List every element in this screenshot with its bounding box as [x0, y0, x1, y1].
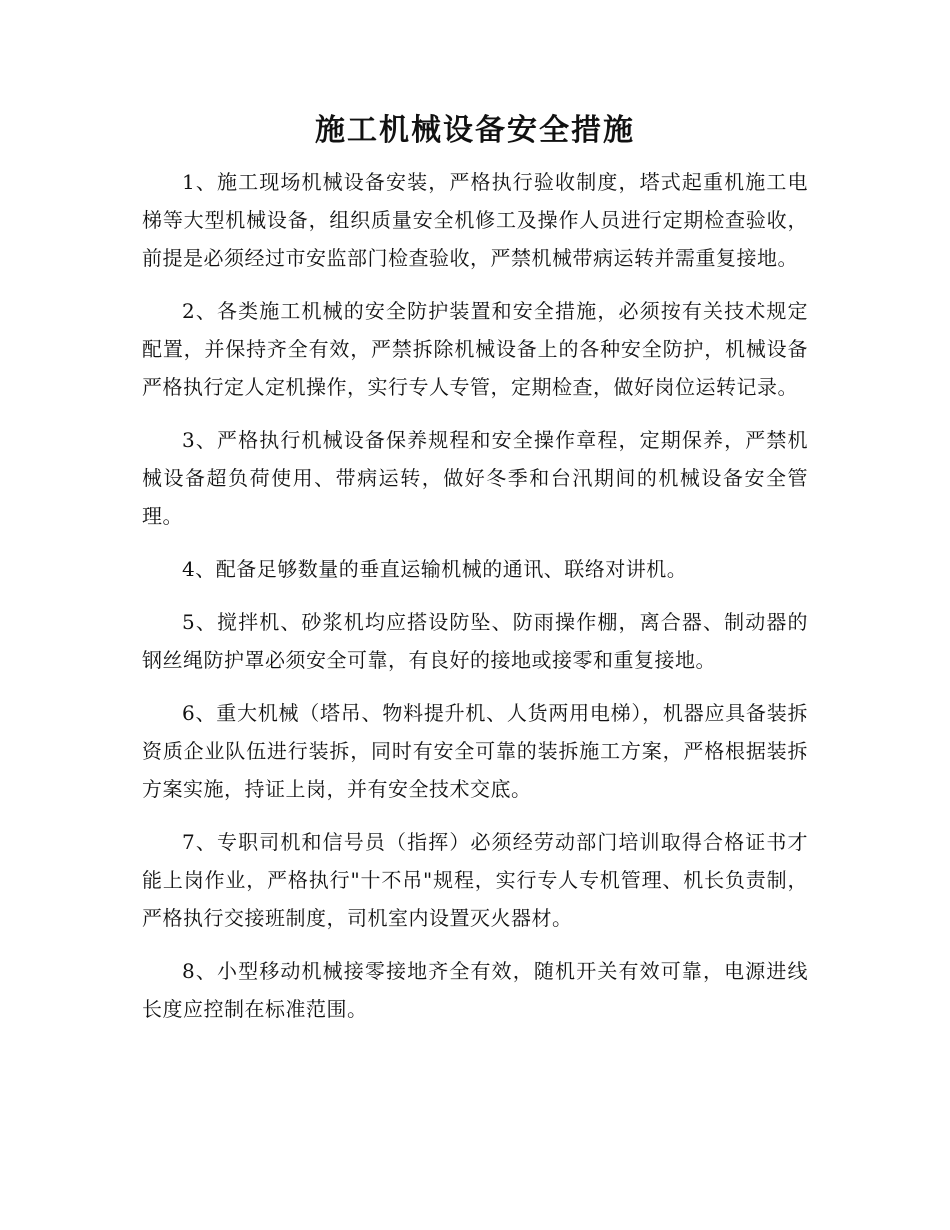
paragraph-5: 5、搅拌机、砂浆机均应搭设防坠、防雨操作棚，离合器、制动器的钢丝绳防护罩必须安全可靠，有良好的接地或接零和重复接地。: [142, 610, 808, 672]
paragraph-6: 6、重大机械（塔吊、物料提升机、人货两用电梯），机器应具备装拆资质企业队伍进行装拆，同时有安全可靠的装拆施工方案，严格根据装拆方案实施，持证上岗，并有安全技术交底。: [142, 701, 808, 801]
document-body: [142, 163, 808, 1043]
document-title: 施工机械设备安全措施: [315, 113, 635, 148]
paragraph-3: 3、严格执行机械设备保养规程和安全操作章程，定期保养，严禁机械设备超负荷使用、带病运转，做好冬季和台汛期间的机械设备安全管理。: [142, 428, 808, 528]
paragraph-7: 7、专职司机和信号员（指挥）必须经劳动部门培训取得合格证书才能上岗作业，严格执行"十不吊"规程，实行专人专机管理、机长负责制，严格执行交接班制度，司机室内设置灭火器材。: [142, 830, 808, 930]
paragraph-2: 2、各类施工机械的安全防护装置和安全措施，必须按有关技术规定配置，并保持齐全有效，严禁拆除机械设备上的各种安全防护，机械设备严格执行定人定机操作，实行专人专管，定期检查，做好岗位运转记录。: [142, 299, 808, 399]
paragraph-8: 8、小型移动机械接零接地齐全有效，随机开关有效可靠，电源进线长度应控制在标准范围。: [142, 959, 808, 1021]
paragraph-1: 1、施工现场机械设备安装，严格执行验收制度，塔式起重机施工电梯等大型机械设备，组织质量安全机修工及操作人员进行定期检查验收，前提是必须经过市安监部门检查验收，严禁机械带病运转并需重复接地。: [142, 170, 808, 270]
paragraph-4: 4、配备足够数量的垂直运输机械的通讯、联络对讲机。: [182, 557, 688, 581]
